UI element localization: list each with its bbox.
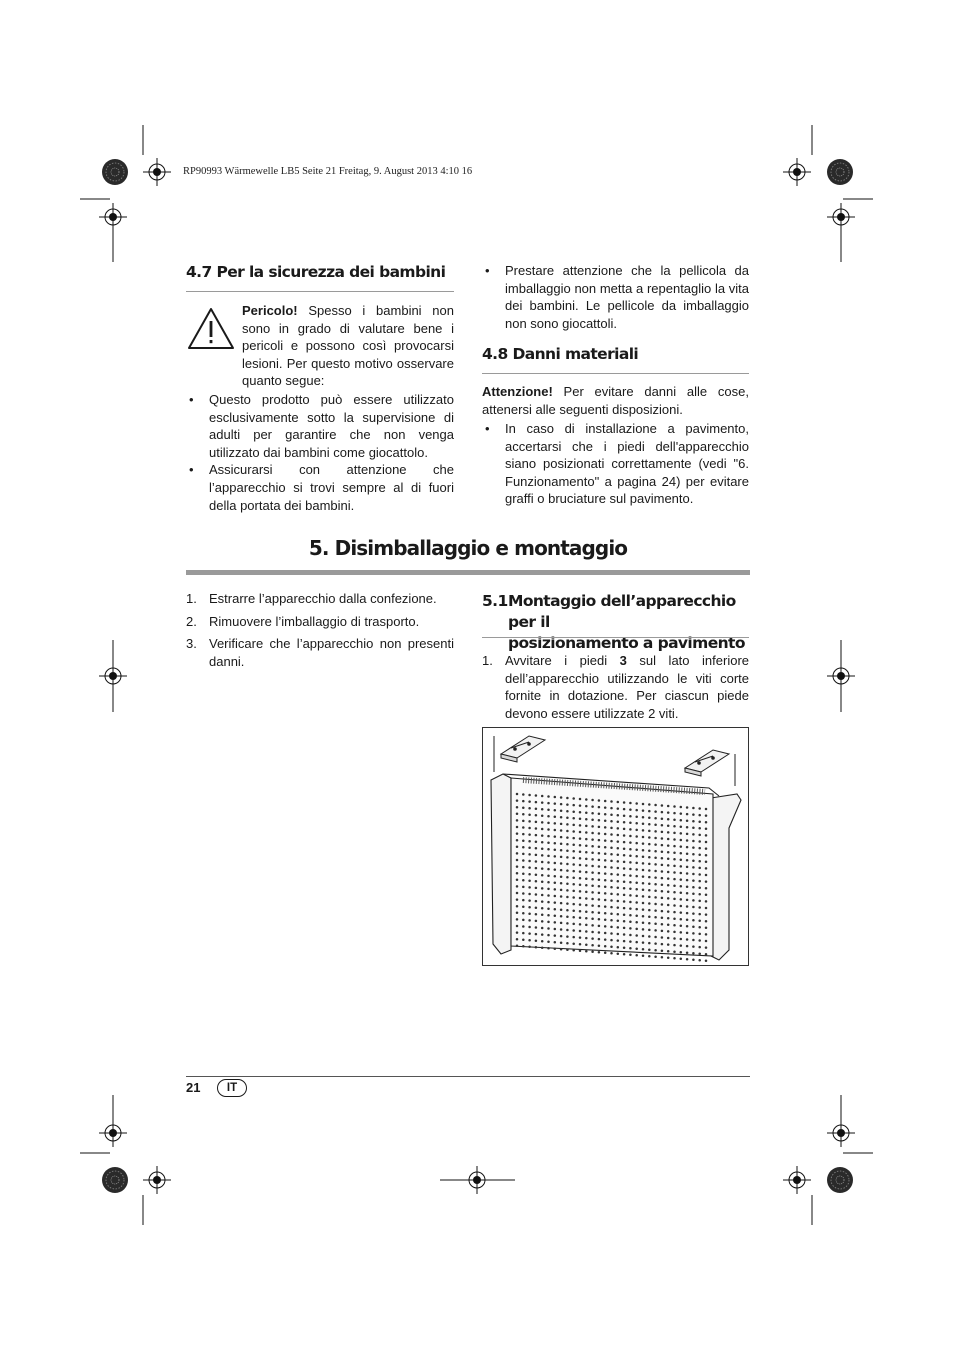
attention-paragraph	[482, 383, 749, 418]
unpacking-steps-list	[186, 590, 454, 670]
section-4-8-title: 4.8 Danni materiali	[482, 345, 639, 363]
danger-text: Spesso i bambini non sono in grado di valutare bene i pericoli e possono così provocarsi lesioni. Per questo motivo osservare quanto segue:	[242, 303, 454, 389]
step-number: 3.	[186, 636, 197, 652]
floor-mount-steps-list	[482, 652, 749, 722]
heater-drawing	[483, 728, 750, 967]
section-5-1-title	[482, 591, 749, 654]
attention-label: Attenzione!	[482, 384, 553, 399]
step-number: 1.	[482, 653, 493, 668]
footer-rule	[186, 1076, 750, 1077]
right-foot-icon	[685, 750, 729, 776]
list-item	[186, 590, 454, 608]
list-item	[186, 613, 454, 631]
danger-warning-paragraph	[242, 302, 454, 390]
section-5-1-title-line2: posizionamento a pavimento	[508, 634, 745, 652]
print-header: RP90993 Wärmewelle LB5 Seite 21 Freitag, 9. August 2013 4:10 16	[183, 166, 473, 177]
heater-feet-illustration	[482, 727, 749, 966]
section-4-7-title: 4.7 Per la sicurezza dei bambini	[186, 263, 446, 281]
step-text: Estrarre l’apparecchio dalla confezione.	[209, 591, 437, 606]
attention-text: Per evitare danni alle cose, attenersi alle seguenti disposizioni.	[482, 384, 749, 417]
warning-triangle-icon	[187, 307, 235, 350]
left-foot-icon	[501, 736, 545, 762]
language-badge: IT	[217, 1079, 247, 1097]
section-5-1-number: 5.1	[482, 592, 508, 610]
list-item: • Assicurarsi con attenzione che l’apparecchio si trovi sempre al di fuori della portata dei bambini.	[186, 461, 454, 514]
step-text: Rimuovere l’imballaggio di trasporto.	[209, 613, 420, 629]
step-text: Verificare che l’apparecchio non presenti danni.	[209, 636, 454, 669]
step-text-after: sul lato inferiore dell’apparecchio utilizzando le viti corte fornite in dotazione. Per ciascun piede devono essere utilizzate 2 viti.	[505, 653, 749, 721]
packaging-film-list	[482, 262, 749, 332]
page-number: 21	[186, 1080, 201, 1095]
child-safety-list	[186, 391, 454, 514]
step-number: 1.	[186, 591, 197, 606]
step-number: 2.	[186, 613, 197, 629]
section-4-8-rule	[482, 373, 749, 374]
list-item	[482, 652, 749, 722]
chapter-5-rule	[186, 570, 750, 575]
step-text-before: Avvitare i piedi	[505, 653, 620, 668]
list-item: • Prestare attenzione che la pellicola da imballaggio non metta a repentaglio la vita dei bambini. Le pellicole da imballaggio non sono giocattoli.	[482, 262, 749, 332]
section-5-1-title-line1: Montaggio dell’apparecchio per il	[508, 592, 736, 631]
section-4-7-rule	[186, 291, 454, 292]
list-item	[186, 635, 454, 670]
material-damage-list	[482, 420, 749, 508]
part-reference: 3	[619, 653, 627, 668]
list-item: • Questo prodotto può essere utilizzato esclusivamente sotto la supervisione di adulti per garantire che non venga utilizzato dai bambini come giocattolo.	[186, 391, 454, 461]
danger-label: Pericolo!	[242, 303, 298, 318]
section-5-1-rule	[482, 637, 749, 638]
chapter-5-title: 5. Disimballaggio e montaggio	[308, 536, 628, 560]
list-item: • In caso di installazione a pavimento, accertarsi che i piedi dell'apparecchio siano posizionati correttamente (vedi "6. Funzionamento" a pagina 24) per evitare graffi o bruciature sul pavimento.	[482, 420, 749, 508]
